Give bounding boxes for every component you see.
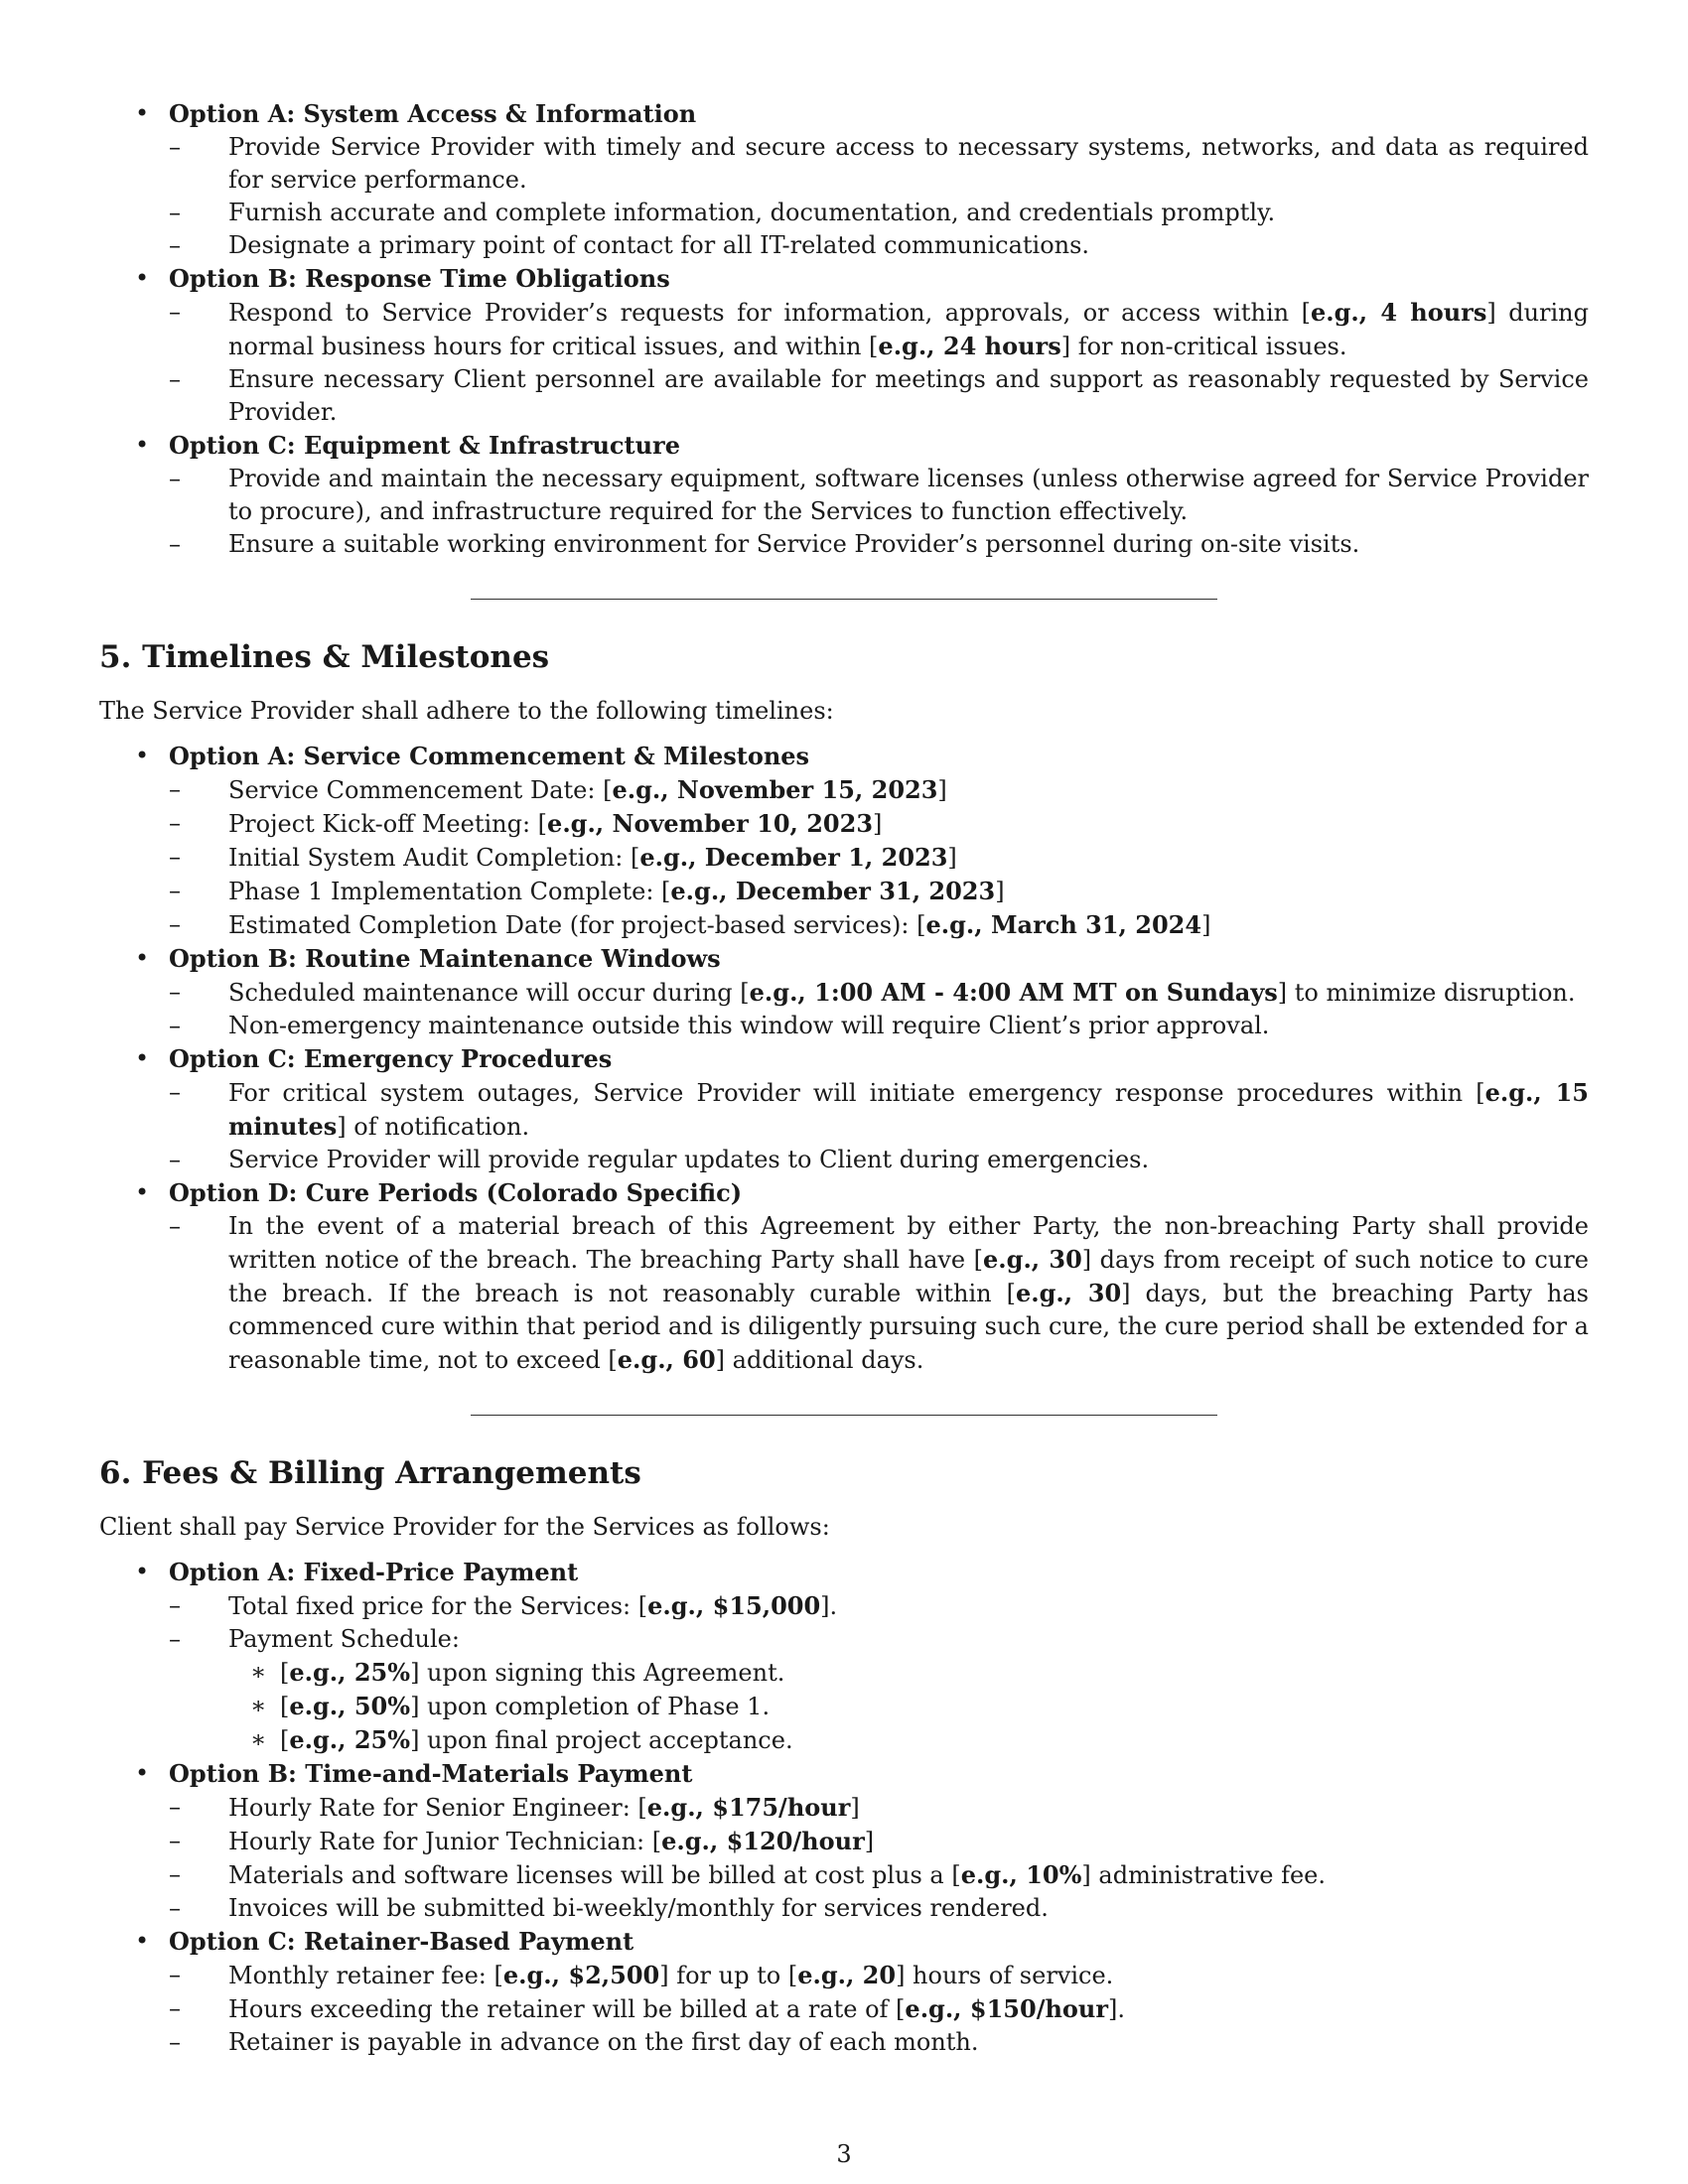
option-title: Option C: Equipment & Infrastructure — [169, 431, 680, 460]
schedule-item: ∗ [e.g., 25%] upon final project acceptance. — [250, 1723, 1589, 1757]
section-5-intro: The Service Provider shall adhere to the following timelines: — [99, 697, 834, 725]
placeholder-value: e.g., 20 — [797, 1961, 897, 1989]
option-detail: – Ensure necessary Client personnel are available for meetings and support as reasonably requested by Service Provider. — [169, 363, 1589, 429]
option-detail: – Payment Schedule: ∗ [e.g., 25%] upon signing this Agreement. ∗ [e.g., 50%] upon completion of Phase 1. ∗ [e.g., 25%] upon final project acceptance. — [169, 1623, 1589, 1757]
option-title: Option A: Service Commencement & Milestones — [169, 742, 810, 770]
option-title: Option B: Response Time Obligations — [169, 264, 670, 293]
option-detail: – Ensure a suitable working environment for Service Provider’s personnel during on-site visits. — [169, 528, 1589, 561]
option-detail: – Retainer is payable in advance on the first day of each month. — [169, 2026, 1589, 2059]
placeholder-value: e.g., 1:00 AM - 4:00 AM MT on Sundays — [749, 978, 1278, 1007]
option-detail: – Invoices will be submitted bi-weekly/monthly for services rendered. — [169, 1892, 1589, 1925]
option-detail: – Project Kick-off Meeting: [e.g., November 10, 2023] — [169, 807, 1589, 841]
option-detail: – Service Commencement Date: [e.g., November 15, 2023] — [169, 773, 1589, 807]
section-6-options-list — [99, 1556, 1589, 2059]
option-detail: – Furnish accurate and complete information, documentation, and credentials promptly. — [169, 197, 1589, 229]
placeholder-value: e.g., 25% — [289, 1658, 411, 1687]
placeholder-value: e.g., 30 — [983, 1245, 1082, 1274]
option-detail: – Materials and software licenses will be billed at cost plus a [e.g., 10%] administrative fee. — [169, 1858, 1589, 1892]
placeholder-value: e.g., $120/hour — [661, 1827, 865, 1855]
option-detail: – Service Provider will provide regular updates to Client during emergencies. — [169, 1144, 1589, 1176]
option-title: Option C: Emergency Procedures — [169, 1044, 613, 1073]
option-title: Option A: Fixed-Price Payment — [169, 1558, 579, 1586]
option-detail: – Monthly retainer fee: [e.g., $2,500] for up to [e.g., 20] hours of service. — [169, 1959, 1589, 1992]
option-item — [99, 1757, 1589, 1925]
option-item — [99, 1925, 1589, 2059]
option-detail: – Phase 1 Implementation Complete: [e.g., December 31, 2023] — [169, 875, 1589, 908]
page-number: 3 — [836, 2140, 852, 2168]
schedule-item: ∗ [e.g., 50%] upon completion of Phase 1. — [250, 1690, 1589, 1723]
option-detail: – Hours exceeding the retainer will be billed at a rate of [e.g., $150/hour]. — [169, 1992, 1589, 2026]
option-title: Option A: System Access & Information — [169, 99, 697, 128]
option-item — [99, 97, 1589, 262]
placeholder-value: e.g., 15 minutes — [228, 1078, 1589, 1141]
option-item — [99, 429, 1589, 561]
document-page — [99, 97, 1589, 2059]
option-detail: – Non-emergency maintenance outside this window will require Client’s prior approval. — [169, 1010, 1589, 1042]
schedule-item: ∗ [e.g., 25%] upon signing this Agreement. — [250, 1656, 1589, 1690]
placeholder-value: e.g., November 15, 2023 — [612, 775, 938, 804]
placeholder-value: e.g., $2,500 — [502, 1961, 660, 1989]
option-detail: – Scheduled maintenance will occur during [e.g., 1:00 AM - 4:00 AM MT on Sundays] to minimize disruption. — [169, 976, 1589, 1010]
option-detail: – Provide Service Provider with timely and secure access to necessary systems, networks, and data as required for service performance. — [169, 131, 1589, 197]
option-detail: – Initial System Audit Completion: [e.g., December 1, 2023] — [169, 841, 1589, 875]
placeholder-value: e.g., 10% — [960, 1860, 1082, 1889]
option-title: Option B: Time-and-Materials Payment — [169, 1759, 693, 1788]
placeholder-value: e.g., March 31, 2024 — [925, 910, 1202, 939]
placeholder-value: e.g., 50% — [289, 1692, 411, 1720]
option-item — [99, 1176, 1589, 1377]
option-detail: – Estimated Completion Date (for project-based services): [e.g., March 31, 2024] — [169, 908, 1589, 942]
placeholder-value: e.g., 4 hours — [1311, 298, 1487, 327]
option-title: Option D: Cure Periods (Colorado Specific) — [169, 1178, 743, 1207]
section-6-heading: 6. Fees & Billing Arrangements — [99, 1455, 641, 1491]
option-detail: – For critical system outages, Service Provider will initiate emergency response procedures within [e.g., 15 minutes] of notification. — [169, 1076, 1589, 1144]
option-item — [99, 1556, 1589, 1757]
option-title: Option C: Retainer-Based Payment — [169, 1927, 634, 1956]
section-5-heading: 5. Timelines & Milestones — [99, 639, 550, 675]
section-divider — [471, 599, 1217, 600]
section-6-intro: Client shall pay Service Provider for the Services as follows: — [99, 1513, 830, 1541]
option-item — [99, 1042, 1589, 1176]
section-divider — [471, 1415, 1217, 1416]
placeholder-value: e.g., 24 hours — [878, 332, 1061, 360]
placeholder-value: e.g., 60 — [617, 1345, 716, 1374]
option-detail: – Hourly Rate for Junior Technician: [e.g., $120/hour] — [169, 1825, 1589, 1858]
option-item — [99, 740, 1589, 942]
option-item — [99, 942, 1589, 1042]
placeholder-value: e.g., $150/hour — [905, 1994, 1109, 2023]
placeholder-value: e.g., 25% — [289, 1725, 411, 1754]
placeholder-value: e.g., 30 — [1015, 1279, 1122, 1307]
placeholder-value: e.g., $15,000 — [647, 1591, 821, 1620]
placeholder-value: e.g., $175/hour — [646, 1793, 851, 1822]
option-detail: – Designate a primary point of contact for all IT-related communications. — [169, 229, 1589, 262]
option-detail: – Provide and maintain the necessary equipment, software licenses (unless otherwise agreed for Service Provider to procure), and infrastructure required for the Services to function effectively. — [169, 463, 1589, 528]
option-detail: – In the event of a material breach of this Agreement by either Party, the non-breaching Party shall provide written notice of the breach. The breaching Party shall have [e.g., 30] days from receipt of such notice to cure the breach. If the breach is not reasonably curable within [e.g., 30] days, but the breaching Party has commenced cure within that period and is diligently pursuing such cure, the cure period shall be extended for a reasonable time, not to exceed [e.g., 60] additional days. — [169, 1210, 1589, 1377]
placeholder-value: e.g., November 10, 2023 — [547, 809, 874, 838]
placeholder-value: e.g., December 31, 2023 — [670, 877, 996, 905]
option-detail: – Respond to Service Provider’s requests for information, approvals, or access within [e.g., 4 hours] during normal business hours for critical issues, and within [e.g., 24 hours] for non-critical issues. — [169, 296, 1589, 363]
option-item — [99, 262, 1589, 429]
option-title: Option B: Routine Maintenance Windows — [169, 944, 721, 973]
section-5-options-list — [99, 740, 1589, 1377]
option-detail: – Hourly Rate for Senior Engineer: [e.g., $175/hour] — [169, 1791, 1589, 1825]
placeholder-value: e.g., December 1, 2023 — [639, 843, 948, 872]
section-4-options-list — [99, 97, 1589, 561]
option-detail: – Total fixed price for the Services: [e.g., $15,000]. — [169, 1589, 1589, 1623]
